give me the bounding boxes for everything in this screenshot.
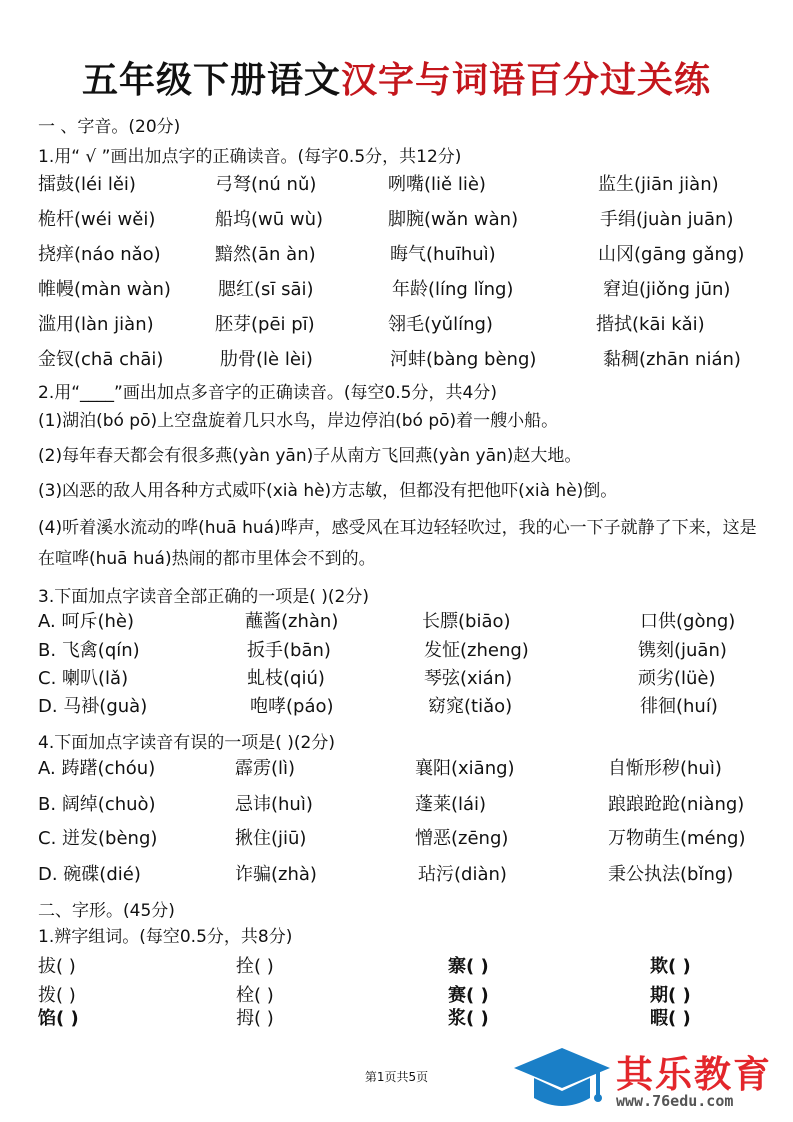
pinyin-item: 山冈(gāng gǎng) bbox=[598, 244, 745, 265]
option-item: 万物萌生(méng) bbox=[608, 828, 746, 849]
q2-item-4: (4)听着溪水流动的哗(huā huá)哗声，感受风在耳边轻轻吹过，我的心一下子就静了下来，这是在喧哗(huā huá)热闹的都市里体会不到的。 bbox=[38, 518, 757, 569]
page-title bbox=[0, 52, 793, 103]
word-item: 期( ) bbox=[650, 985, 691, 1006]
option-item: 自惭形秽(huì) bbox=[608, 758, 722, 779]
pinyin-row bbox=[0, 205, 793, 233]
pinyin-item: 挠痒(náo nǎo) bbox=[38, 244, 161, 265]
option-item: 秉公执法(bǐng) bbox=[608, 864, 734, 885]
title-black: 五年级下册语文 bbox=[81, 59, 341, 101]
logo-url: www.76edu.com bbox=[616, 1092, 734, 1110]
option-item: 虬枝(qiú) bbox=[247, 668, 325, 689]
pinyin-item: 窘迫(jiǒng jūn) bbox=[603, 279, 731, 300]
option-item: 踉踉跄跄(niàng) bbox=[608, 794, 745, 815]
pinyin-item: 擂鼓(léi lěi) bbox=[38, 174, 136, 195]
option-item: A. 踌躇(chóu) bbox=[38, 758, 156, 779]
word-item: 欺( ) bbox=[650, 956, 691, 977]
pinyin-item: 黯然(ān àn) bbox=[215, 244, 316, 265]
pinyin-item: 翎毛(yǔlíng) bbox=[388, 314, 493, 335]
page-number: 第1页共5页 bbox=[364, 1070, 429, 1084]
pinyin-row bbox=[0, 240, 793, 268]
option-item: 顽劣(lüè) bbox=[638, 668, 716, 689]
pinyin-item: 河蚌(bàng bèng) bbox=[390, 349, 537, 370]
pinyin-item: 咧嘴(liě liè) bbox=[388, 174, 486, 195]
word-item: 拴( ) bbox=[236, 956, 274, 977]
pinyin-item: 弓弩(nú nǔ) bbox=[215, 174, 317, 195]
word-item: 寨( ) bbox=[448, 956, 489, 977]
pinyin-item: 年龄(líng lǐng) bbox=[392, 279, 514, 300]
q2-item-3: (3)凶恶的敌人用各种方式威吓(xià hè)方志敏，但都没有把他吓(xià hè)倒。 bbox=[38, 481, 618, 501]
option-item: 憎恶(zēng) bbox=[415, 828, 509, 849]
pinyin-row bbox=[0, 275, 793, 303]
logo-name: 其乐教育 bbox=[616, 1053, 772, 1096]
option-item: C. 迸发(bèng) bbox=[38, 828, 158, 849]
option-item: 窈窕(tiǎo) bbox=[428, 696, 513, 717]
pinyin-item: 揩拭(kāi kǎi) bbox=[596, 314, 705, 335]
option-item: B. 阔绰(chuò) bbox=[38, 794, 156, 815]
option-item: 发怔(zheng) bbox=[424, 640, 529, 661]
pinyin-row bbox=[0, 170, 793, 198]
word-item: 拇( ) bbox=[236, 1008, 274, 1029]
pinyin-item: 胚芽(pēi pī) bbox=[215, 314, 315, 335]
option-item: 镌刻(juān) bbox=[638, 640, 727, 661]
pinyin-item: 黏稠(zhān nián) bbox=[603, 349, 741, 370]
word-item: 暇( ) bbox=[650, 1008, 691, 1029]
option-item: 霹雳(lì) bbox=[235, 758, 296, 779]
option-row bbox=[0, 607, 793, 635]
option-item: 咆哮(páo) bbox=[250, 696, 334, 717]
word-item: 拨( ) bbox=[38, 985, 76, 1006]
section-1-heading: 一 、字音。(20分) bbox=[38, 117, 181, 137]
option-row bbox=[0, 636, 793, 664]
logo bbox=[512, 1044, 787, 1116]
option-row bbox=[0, 692, 793, 720]
word-row bbox=[0, 952, 793, 980]
option-item: 蘸酱(zhàn) bbox=[245, 611, 339, 632]
section-2-heading: 二、字形。(45分) bbox=[38, 901, 175, 921]
option-item: D. 马褂(guà) bbox=[38, 696, 148, 717]
pinyin-item: 滥用(làn jiàn) bbox=[38, 314, 154, 335]
pinyin-item: 手绢(juàn juān) bbox=[600, 209, 734, 230]
pinyin-item: 船坞(wū wù) bbox=[215, 209, 324, 230]
option-item: 蓬莱(lái) bbox=[415, 794, 487, 815]
option-row bbox=[0, 664, 793, 692]
question-1-1: 1.用“ √ ”画出加点字的正确读音。(每字0.5分，共12分) bbox=[38, 147, 462, 167]
question-2-1: 1.辨字组词。(每空0.5分，共8分) bbox=[38, 927, 293, 947]
q2-item-2: (2)每年春天都会有很多燕(yàn yān)子从南方飞回燕(yàn yān)赵大地。 bbox=[38, 446, 582, 466]
question-1-4: 4.下面加点字读音有误的一项是( )(2分) bbox=[38, 733, 335, 753]
option-item: 忌讳(huì) bbox=[235, 794, 313, 815]
pinyin-item: 监生(jiān jiàn) bbox=[598, 174, 719, 195]
option-item: 徘徊(huí) bbox=[640, 696, 718, 717]
option-item: 诈骗(zhà) bbox=[235, 864, 317, 885]
graduation-cap-icon bbox=[512, 1044, 612, 1116]
word-item: 馅( ) bbox=[38, 1008, 79, 1029]
pinyin-item: 晦气(huīhuì) bbox=[390, 244, 496, 265]
option-item: 襄阳(xiāng) bbox=[415, 758, 515, 779]
word-row bbox=[0, 1004, 793, 1032]
option-item: 长膘(biāo) bbox=[422, 611, 511, 632]
option-item: 口供(gòng) bbox=[640, 611, 736, 632]
word-item: 浆( ) bbox=[448, 1008, 489, 1029]
option-row bbox=[0, 860, 793, 888]
word-item: 拔( ) bbox=[38, 956, 76, 977]
option-row bbox=[0, 754, 793, 782]
pinyin-item: 腮红(sī sāi) bbox=[218, 279, 314, 300]
pinyin-row bbox=[0, 345, 793, 373]
option-item: A. 呵斥(hè) bbox=[38, 611, 134, 632]
q2-item-1: (1)湖泊(bó pō)上空盘旋着几只水鸟，岸边停泊(bó pō)着一艘小船。 bbox=[38, 411, 559, 431]
title-red: 汉字与词语百分过关练 bbox=[341, 59, 712, 101]
pinyin-row bbox=[0, 310, 793, 338]
option-item: 揪住(jiū) bbox=[235, 828, 307, 849]
word-item: 赛( ) bbox=[448, 985, 489, 1006]
option-item: 玷污(diàn) bbox=[418, 864, 507, 885]
option-item: B. 飞禽(qín) bbox=[38, 640, 140, 661]
pinyin-item: 金钗(chā chāi) bbox=[38, 349, 164, 370]
pinyin-item: 脚腕(wǎn wàn) bbox=[388, 209, 519, 230]
option-row bbox=[0, 824, 793, 852]
option-item: C. 喇叭(lǎ) bbox=[38, 668, 129, 689]
pinyin-item: 肋骨(lè lèi) bbox=[220, 349, 313, 370]
word-item: 栓( ) bbox=[236, 985, 274, 1006]
pinyin-item: 帷幔(màn wàn) bbox=[38, 279, 171, 300]
option-item: 扳手(bān) bbox=[247, 640, 331, 661]
option-item: D. 碗碟(dié) bbox=[38, 864, 141, 885]
question-1-2: 2.用“____”画出加点多音字的正确读音。(每空0.5分，共4分) bbox=[38, 383, 497, 403]
option-row bbox=[0, 790, 793, 818]
option-item: 琴弦(xián) bbox=[424, 668, 513, 689]
question-1-3: 3.下面加点字读音全部正确的一项是( )(2分) bbox=[38, 587, 369, 607]
pinyin-item: 桅杆(wéi wěi) bbox=[38, 209, 156, 230]
